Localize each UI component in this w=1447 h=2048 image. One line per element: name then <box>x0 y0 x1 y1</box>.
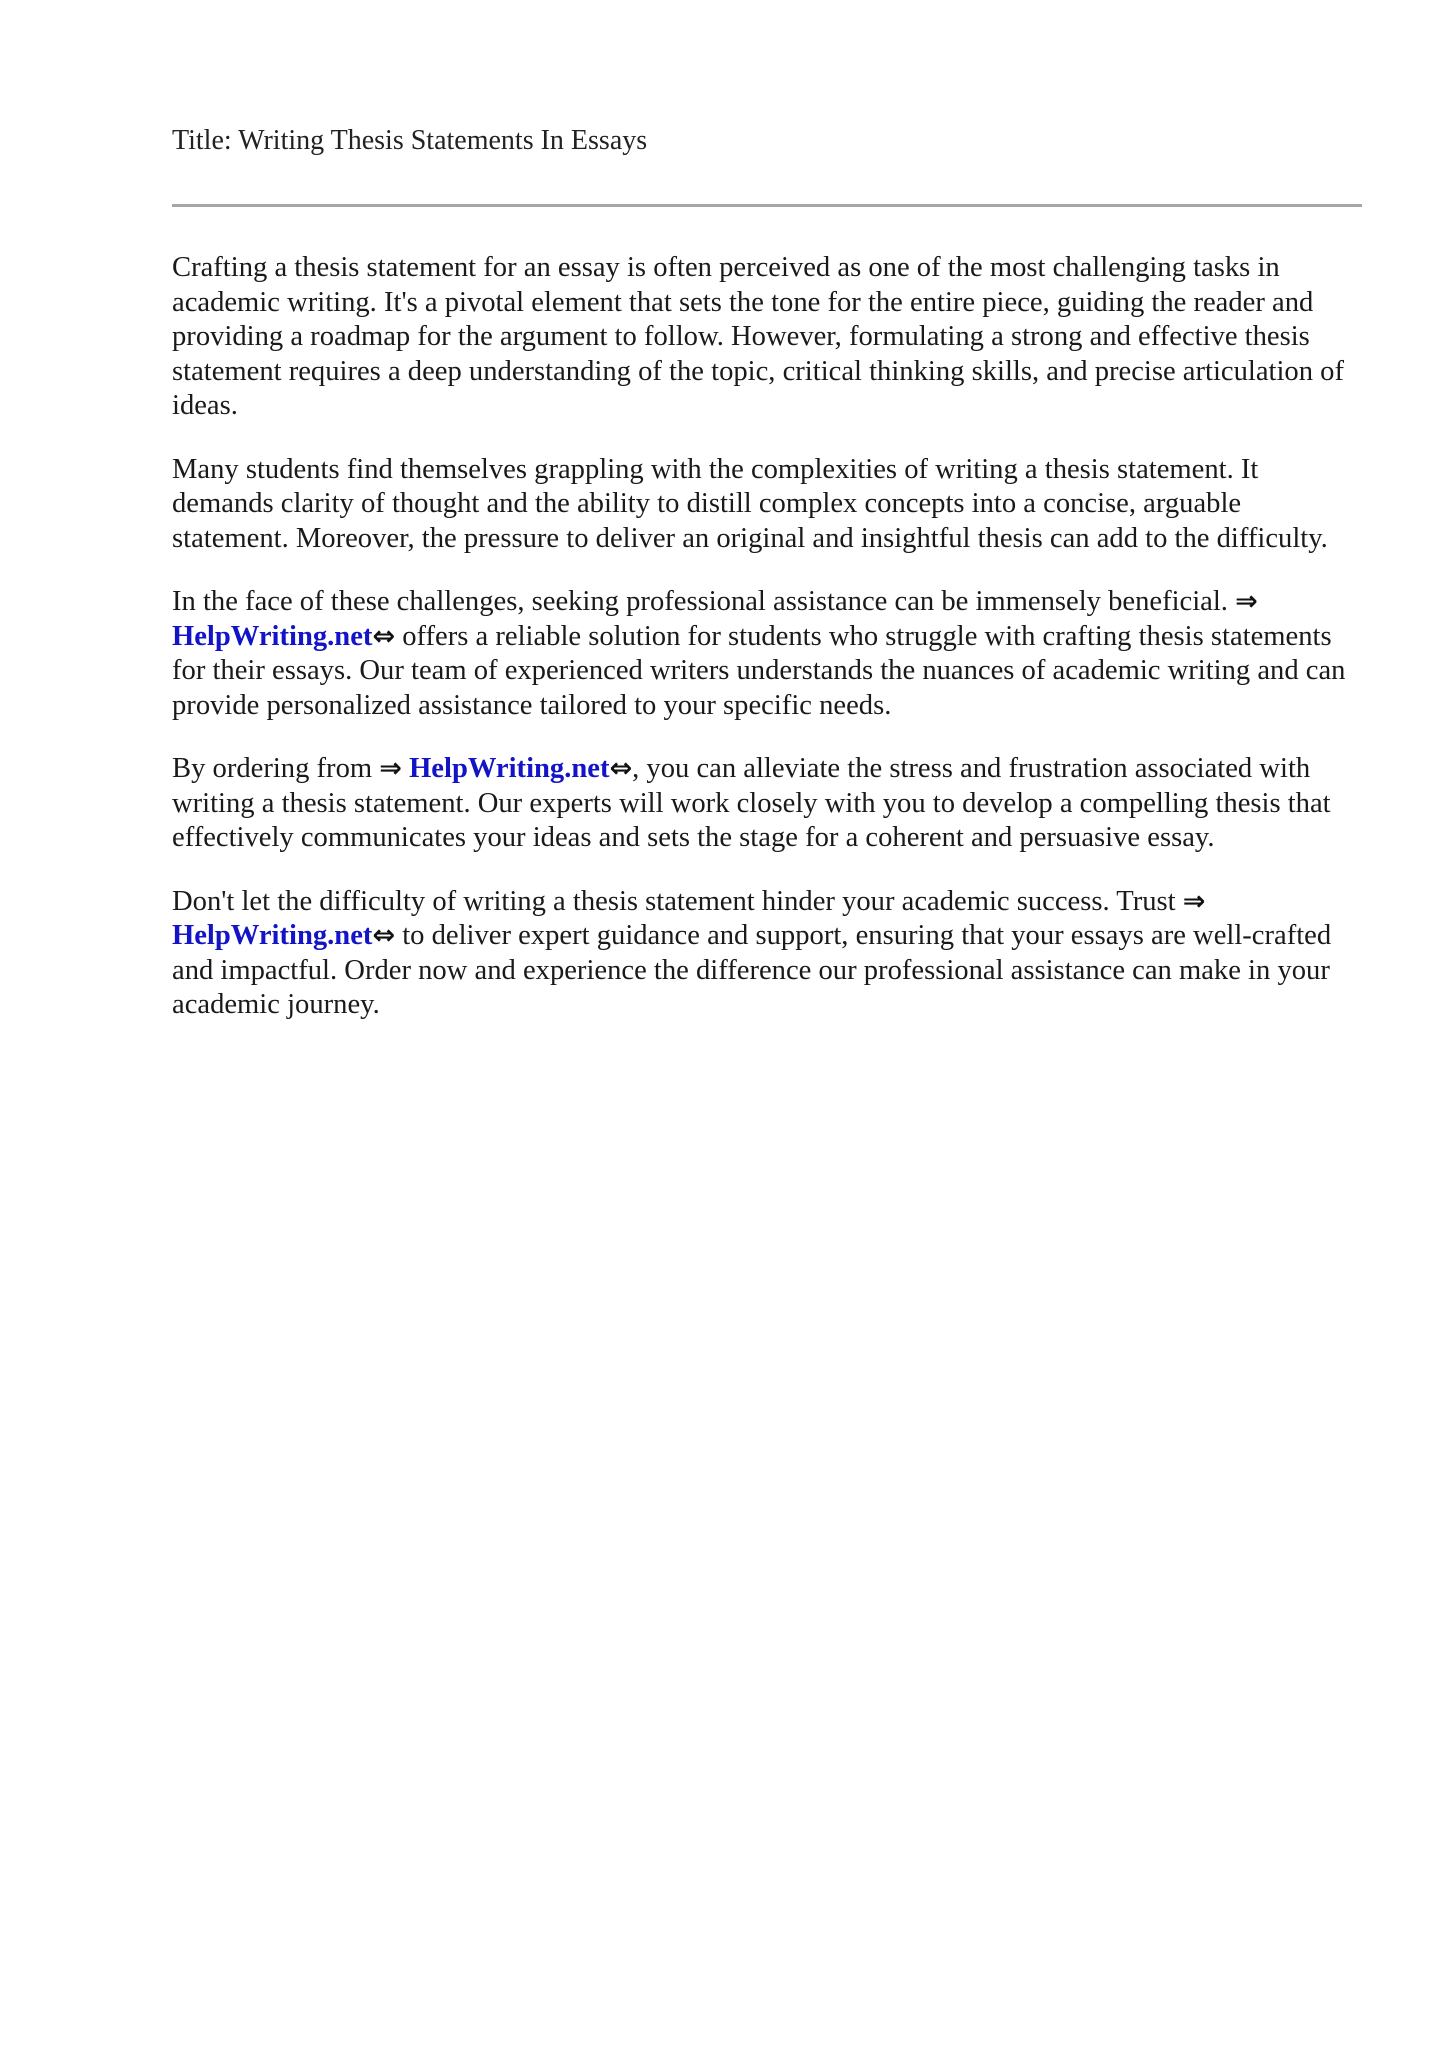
paragraph-1: Crafting a thesis statement for an essay is often perceived as one of the most challenging tasks in academic writing. It's a pivotal element that sets the tone for the entire piece, guiding the reader and providing a roadmap for the argument to follow. However, formulating a strong and effective thesis statement requires a deep understanding of the topic, critical thinking skills, and precise articulation of ideas. <box>172 252 1344 421</box>
paragraph-4-text-before: By ordering from <box>172 753 373 784</box>
arrow-both-icon: ⇔ <box>372 620 396 652</box>
title-divider <box>172 204 1362 207</box>
document-title: Title: Writing Thesis Statements In Essays <box>172 125 648 156</box>
paragraph-3 <box>172 585 1362 723</box>
helpwriting-link[interactable]: HelpWriting.net <box>409 753 610 784</box>
paragraph-5-text-after: to deliver expert guidance and support, ensuring that your essays are well-crafted and impactful. Order now and experience the difference our professional assistance can make in your academic journey. <box>172 920 1332 1020</box>
document-page <box>172 118 1362 1052</box>
helpwriting-link[interactable]: HelpWriting.net <box>172 620 373 652</box>
paragraph-2: Many students find themselves grappling with the complexities of writing a thesis statement. It demands clarity of thought and the ability to distill complex concepts into a concise, arguable statement. Moreover, the pressure to deliver an original and insightful thesis can add to the difficulty. <box>172 453 1328 554</box>
paragraph-5 <box>172 885 1362 1023</box>
helpwriting-link[interactable]: HelpWriting.net <box>172 920 373 951</box>
paragraph-4 <box>172 752 1362 856</box>
arrow-both-icon: ⇔ <box>609 753 633 784</box>
arrow-right-icon: ⇒ <box>379 753 402 784</box>
paragraph-5-text-before: Don't let the difficulty of writing a thesis statement hinder your academic success. Trust <box>172 885 1176 917</box>
paragraph-3-text-after: offers a reliable solution for students who struggle with crafting thesis statements for their essays. Our team of experienced writers understands the nuances of academic writing and can provide personalized assistance tailored to your specific needs. <box>172 620 1346 721</box>
paragraph-3-text-before: In the face of these challenges, seeking professional assistance can be immensely beneficial. <box>172 586 1228 617</box>
paragraph-4-text-after: , you can alleviate the stress and frustration associated with writing a thesis statement. Our experts will work closely with you to develop a compelling thesis that effectively communicates your ideas and sets the stage for a coherent and persuasive essay. <box>172 753 1331 853</box>
arrow-right-icon: ⇒ <box>1235 586 1258 617</box>
arrow-right-icon: ⇒ <box>1182 885 1206 917</box>
arrow-both-icon: ⇔ <box>372 920 396 951</box>
